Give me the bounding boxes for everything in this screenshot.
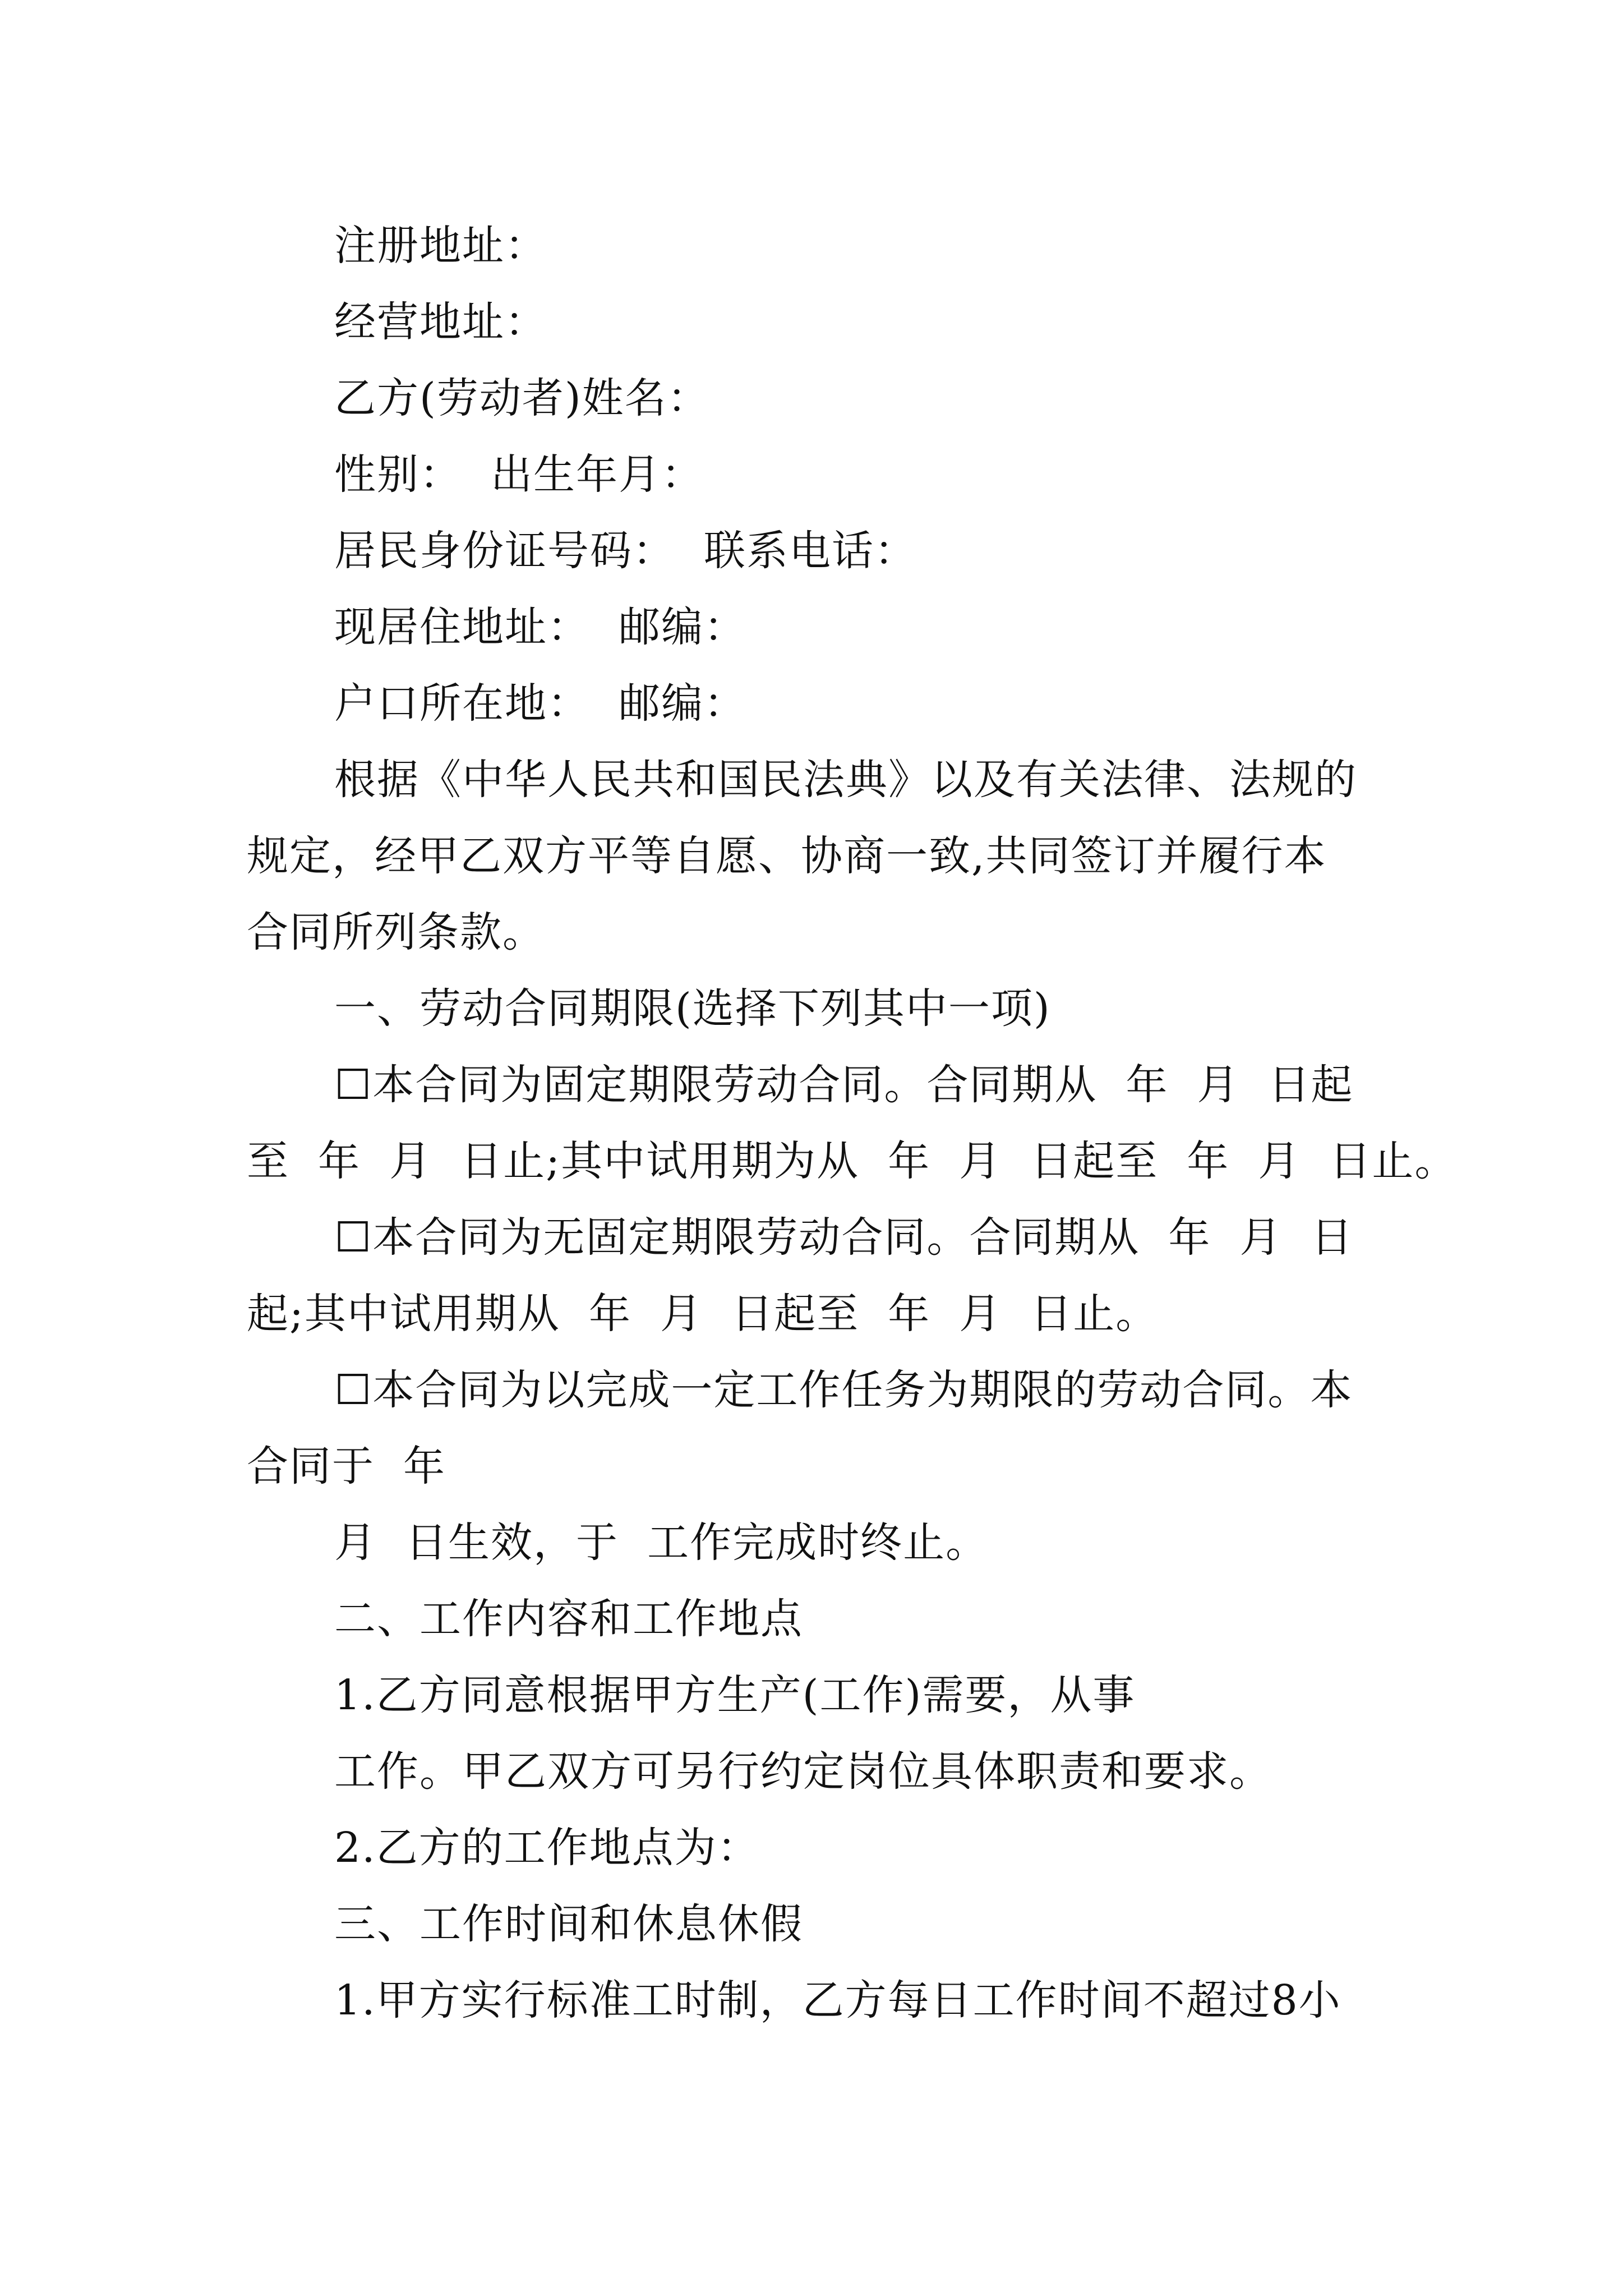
household-register-line: 户口所在地： 邮编： bbox=[334, 679, 747, 728]
preamble-line-1: 根据《中华人民共和国民法典》以及有关法律、法规的 bbox=[334, 756, 1357, 804]
option-fixed-term-line-1: ☐本合同为固定期限劳动合同。合同期从 年 月 日起 bbox=[334, 1061, 1354, 1109]
option-fixed-term-line-2: 至 年 月 日止;其中试用期为从 年 月 日起至 年 月 日止。 bbox=[247, 1137, 1458, 1185]
option-open-term-line-2: 起;其中试用期从 年 月 日起至 年 月 日止。 bbox=[247, 1290, 1159, 1338]
working-hours-line-1: 1.甲方实行标准工时制，乙方每日工作时间不超过8小 bbox=[334, 1976, 1341, 2024]
section-1-heading: 一、劳动合同期限(选择下列其中一项) bbox=[334, 984, 1051, 1033]
business-address-line: 经营地址： bbox=[334, 298, 547, 346]
work-location-line: 2.乙方的工作地点为： bbox=[334, 1824, 760, 1872]
work-content-line-1: 1.乙方同意根据甲方生产(工作)需要，从事 bbox=[334, 1671, 1136, 1719]
section-3-heading: 三、工作时间和休息休假 bbox=[334, 1900, 803, 1948]
section-2-heading: 二、工作内容和工作地点 bbox=[334, 1595, 803, 1643]
current-address-line: 现居住地址： 邮编： bbox=[334, 603, 747, 651]
option-task-term-line-1: ☐本合同为以完成一定工作任务为期限的劳动合同。本 bbox=[334, 1366, 1353, 1414]
registered-address-line: 注册地址： bbox=[334, 222, 547, 270]
option-open-term-line-1: ☐本合同为无固定期限劳动合同。合同期从 年 月 日 bbox=[334, 1213, 1354, 1262]
option-task-term-line-2: 合同于 年 bbox=[247, 1442, 446, 1490]
id-phone-line: 居民身份证号码： 联系电话： bbox=[334, 527, 917, 575]
work-content-line-2: 工作。甲乙双方可另行约定岗位具体职责和要求。 bbox=[334, 1747, 1272, 1796]
preamble-line-2: 规定，经甲乙双方平等自愿、协商一致,共同签订并履行本 bbox=[247, 832, 1327, 880]
preamble-line-3: 合同所列条款。 bbox=[247, 908, 545, 956]
party-b-name-line: 乙方(劳动者)姓名： bbox=[334, 374, 710, 422]
gender-birth-line: 性别： 出生年月： bbox=[334, 450, 704, 499]
option-task-term-line-3: 月 日生效，于 工作完成时终止。 bbox=[334, 1519, 989, 1567]
